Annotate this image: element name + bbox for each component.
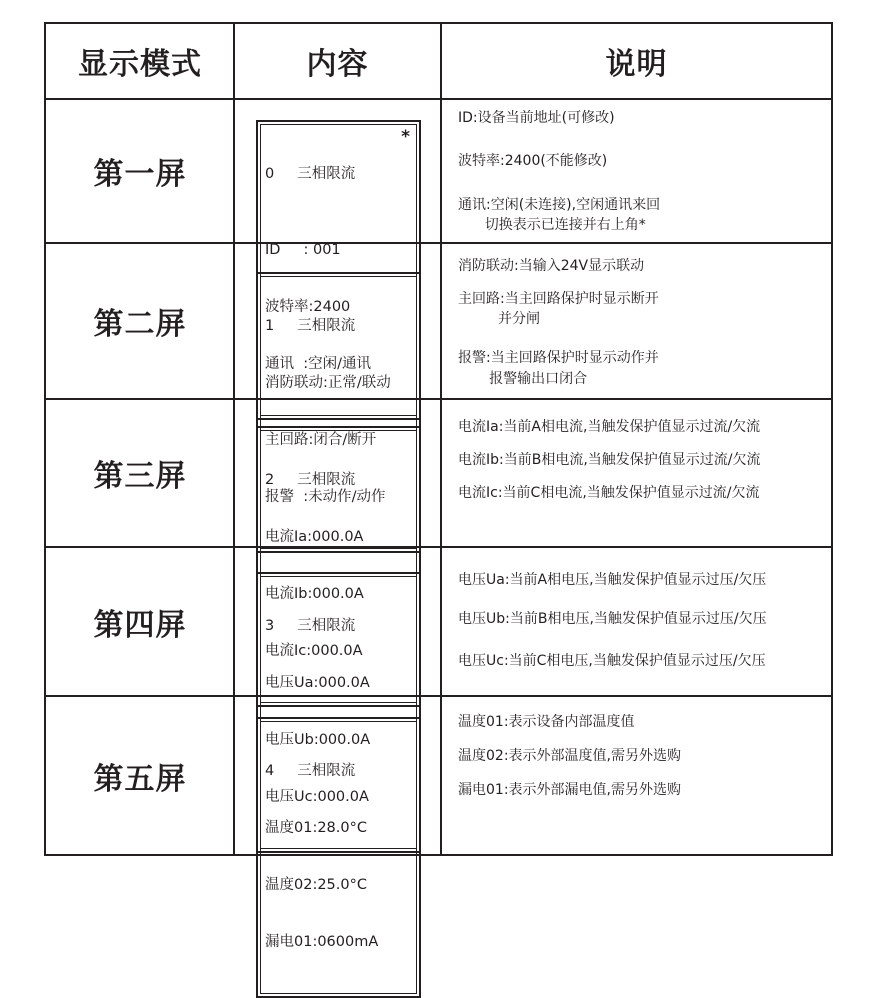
lcd-line: 通讯 :空闲/通讯	[265, 356, 371, 372]
mode-screen-4: 第四屏	[93, 607, 187, 643]
desc-line: 报警输出口闭合	[458, 371, 588, 387]
lcd-line: 漏电01:0600mA	[265, 934, 379, 950]
desc-line: 通讯:空闲(未连接),空闲通讯来回	[458, 197, 661, 213]
desc-line: 电流Ic:当前C相电流,当触发保护值显示过流/欠流	[458, 485, 760, 501]
lcd-line: 报警 :未动作/动作	[265, 489, 386, 505]
connected-star-icon: *	[401, 127, 410, 147]
header-note: 说明	[605, 47, 668, 82]
header-mode: 显示模式	[78, 47, 202, 82]
desc-line: ID:设备当前地址(可修改)	[458, 110, 615, 126]
lcd-title: 0 三相限流	[265, 166, 356, 182]
lcd-title: 3 三相限流	[265, 618, 356, 634]
desc-line: 主回路:当主回路保护时显示断开	[458, 291, 659, 307]
lcd-line: ID : 001	[265, 242, 341, 258]
lcd-line: 温度02:25.0°C	[265, 877, 367, 893]
desc-line: 温度01:表示设备内部温度值	[458, 714, 635, 730]
desc-line: 漏电01:表示外部漏电值,需另外选购	[458, 782, 681, 798]
header-content: 内容	[306, 47, 369, 82]
lcd-title: 1 三相限流	[265, 318, 356, 334]
lcd-line: 电压Ub:000.0A	[265, 732, 371, 748]
mode-screen-5: 第五屏	[93, 761, 187, 797]
desc-line: 波特率:2400(不能修改)	[458, 153, 608, 169]
desc-line: 电压Uc:当前C相电压,当触发保护值显示过压/欠压	[458, 653, 766, 669]
desc-line: 温度02:表示外部温度值,需另外选购	[458, 748, 681, 764]
mode-screen-1: 第一屏	[93, 157, 187, 192]
lcd-title: 4 三相限流	[265, 763, 356, 779]
lcd-line: 电压Ua:000.0A	[265, 675, 370, 691]
lcd-line: 消防联动:正常/联动	[265, 375, 391, 391]
desc-line: 并分闸	[458, 311, 541, 327]
lcd-line: 电流Ia:000.0A	[265, 529, 364, 545]
lcd-line: 电流Ic:000.0A	[265, 643, 363, 659]
lcd-screen-5	[256, 717, 421, 998]
lcd-line: 主回路:闭合/断开	[265, 432, 377, 448]
lcd-line: 电流Ib:000.0A	[265, 586, 364, 602]
desc-line: 报警:当主回路保护时显示动作并	[458, 350, 659, 366]
lcd-line: 温度01:28.0°C	[265, 820, 367, 836]
desc-line: 消防联动:当输入24V显示联动	[458, 258, 645, 274]
lcd-line: 电压Uc:000.0A	[265, 789, 369, 805]
desc-line: 电流Ia:当前A相电流,当触发保护值显示过流/欠流	[458, 419, 761, 435]
column-divider-2	[440, 24, 442, 854]
lcd-line: 波特率:2400	[265, 299, 351, 315]
display-mode-table	[44, 22, 833, 950]
lcd-title: 2 三相限流	[265, 472, 356, 488]
desc-line: 切换表示已连接并右上角*	[458, 217, 646, 233]
desc-line: 电流Ib:当前B相电流,当触发保护值显示过流/欠流	[458, 452, 761, 468]
mode-screen-3: 第三屏	[93, 459, 187, 494]
desc-line: 电压Ub:当前B相电压,当触发保护值显示过压/欠压	[458, 611, 767, 627]
desc-line: 电压Ua:当前A相电压,当触发保护值显示过压/欠压	[458, 572, 767, 588]
mode-screen-2: 第二屏	[93, 307, 187, 342]
